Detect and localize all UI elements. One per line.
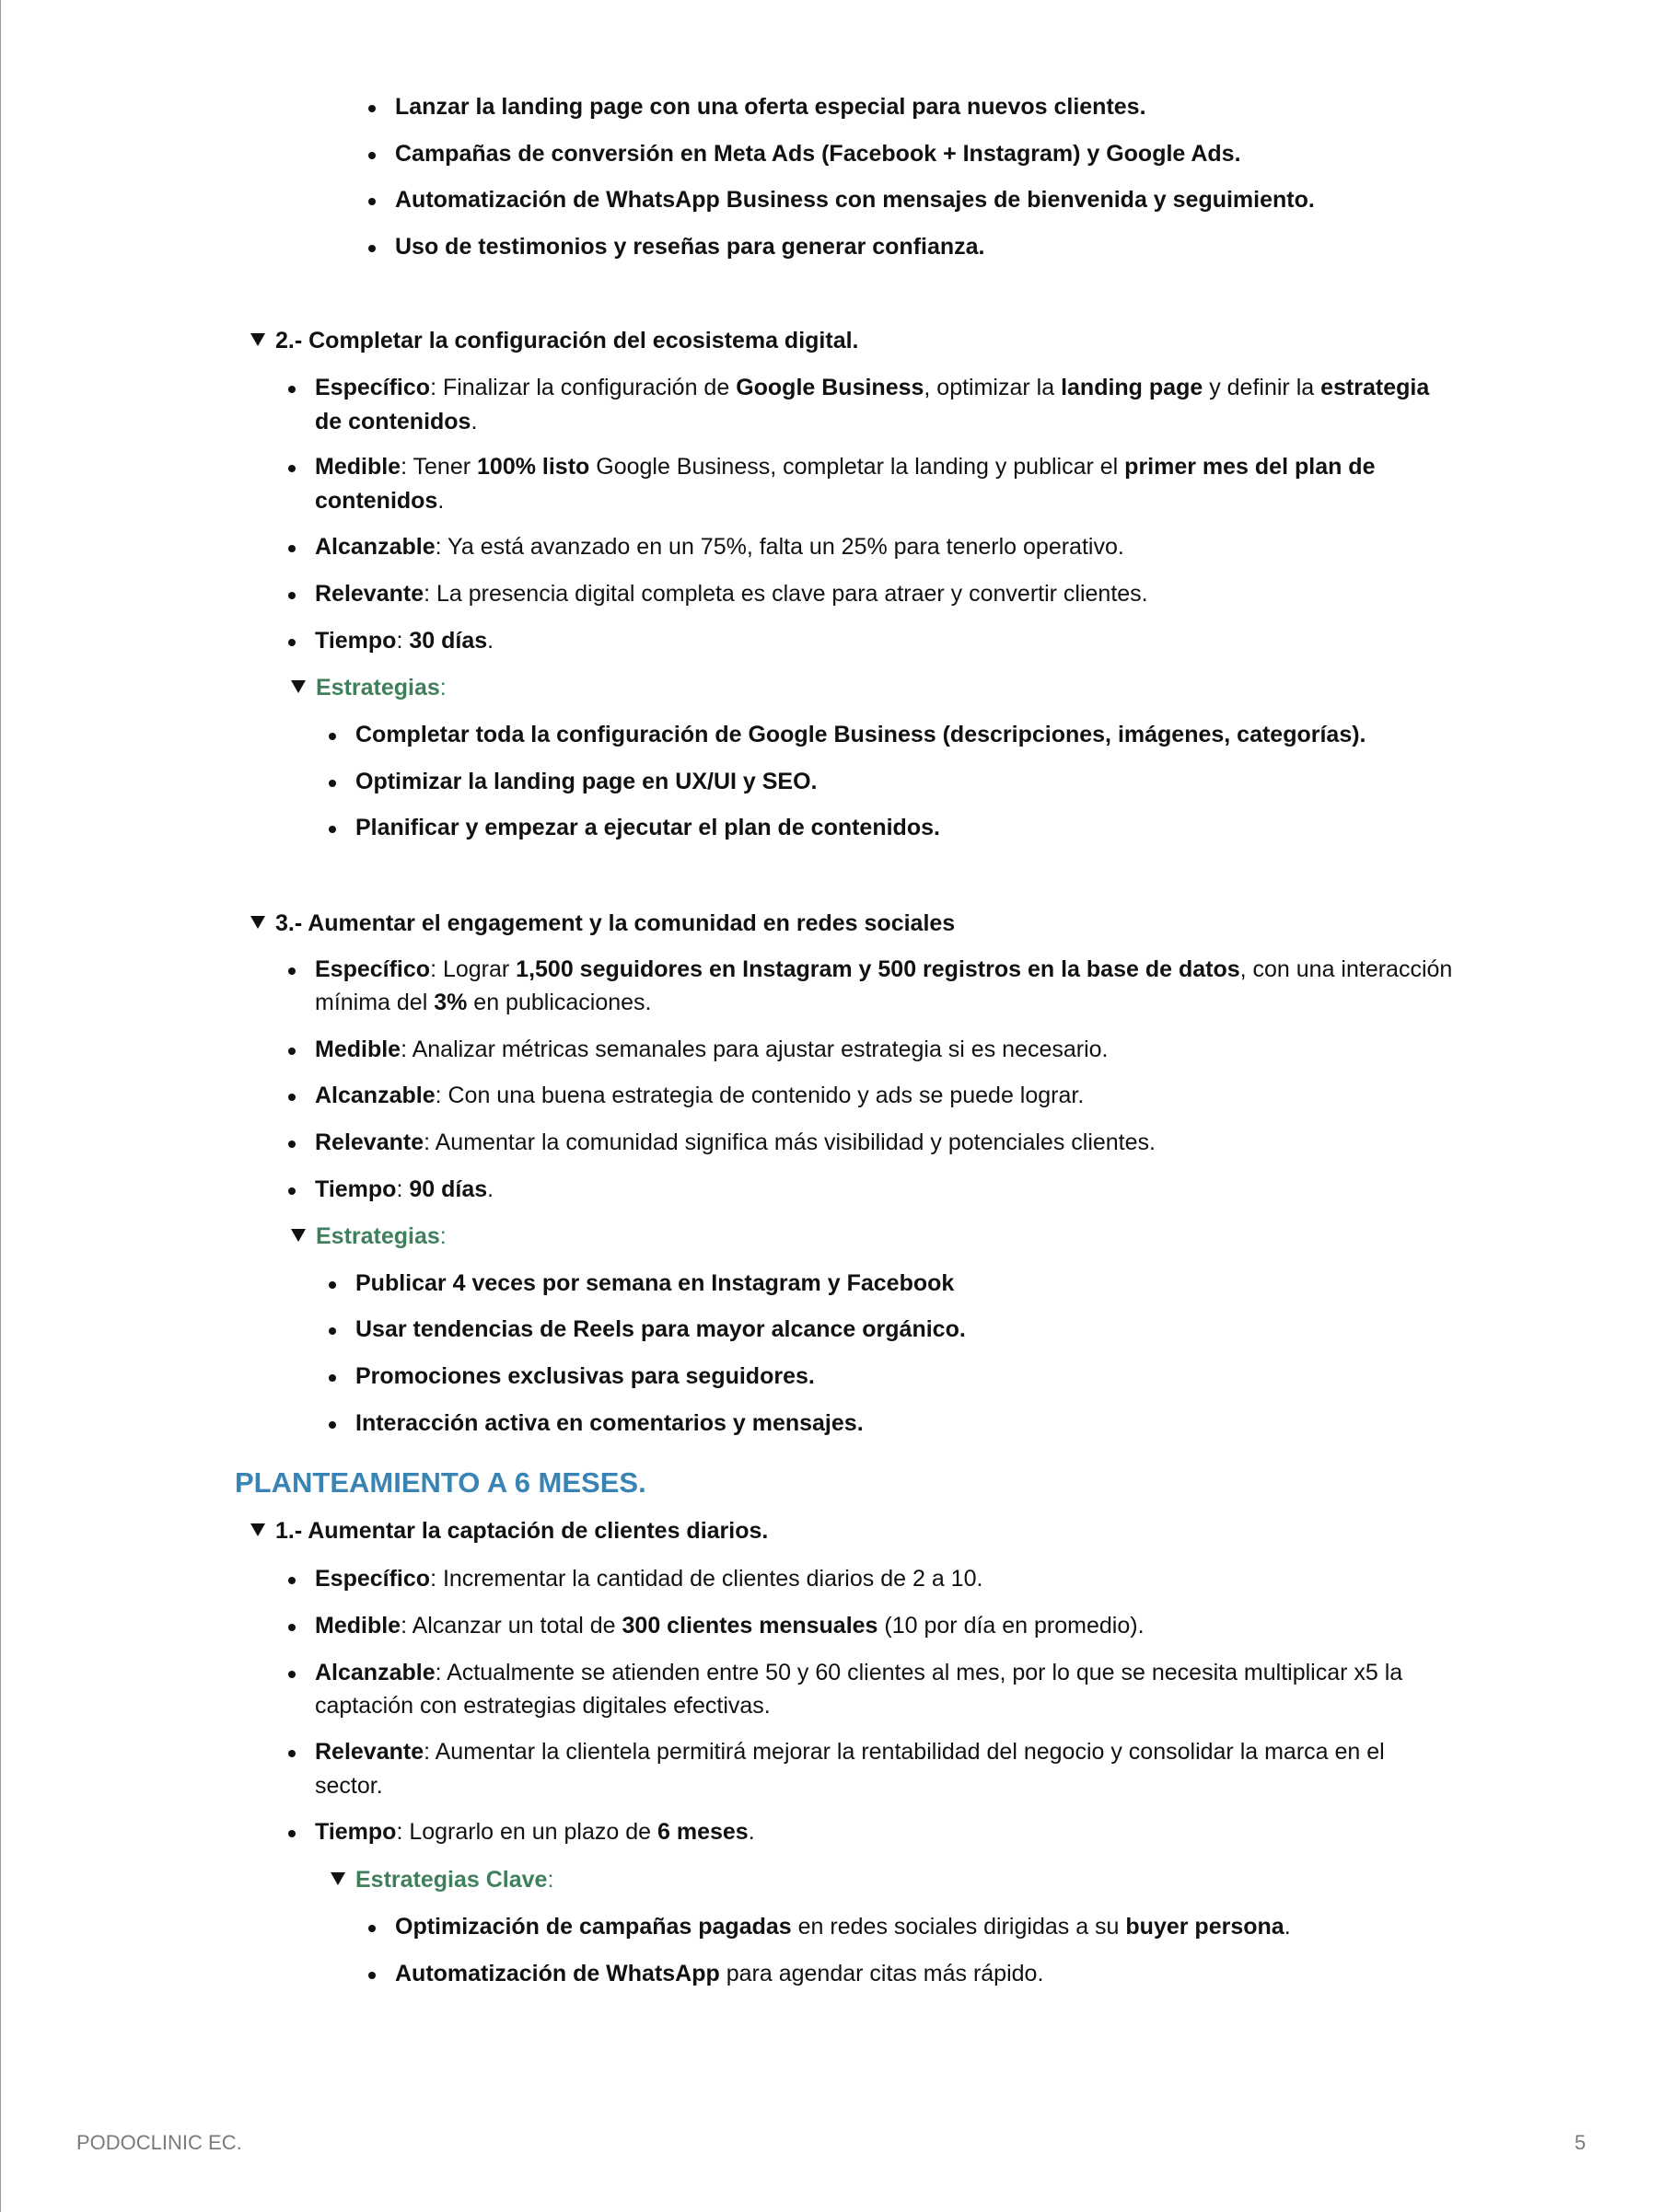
- time-item: Tiempo: Lograrlo en un plazo de 6 meses.: [315, 1815, 755, 1849]
- specific-item-cont: mínima del 3% en publicaciones.: [315, 990, 652, 1015]
- list-item: Usar tendencias de Reels para mayor alcance orgánico.: [355, 1313, 966, 1347]
- list-item: Promociones exclusivas para seguidores.: [355, 1360, 815, 1394]
- disclosure-triangle-icon: [250, 1523, 265, 1536]
- objective-2-title: 2.- Completar la configuración del ecosistema digital.: [275, 328, 859, 353]
- objective-1-title: 1.- Aumentar la captación de clientes diarios.: [275, 1518, 769, 1544]
- relevant-item: Relevante: Aumentar la comunidad significa más visibilidad y potenciales clientes.: [315, 1126, 1156, 1160]
- list-item: Publicar 4 veces por semana en Instagram y Facebook: [355, 1267, 954, 1301]
- objective-3-toggle[interactable]: [250, 907, 955, 941]
- key-strategies-label: Estrategias Clave: [355, 1867, 548, 1893]
- strategies-label: Estrategias: [316, 675, 440, 701]
- relevant-item: Relevante: Aumentar la clientela permitirá mejorar la rentabilidad del negocio y consolidar la marca en el: [315, 1735, 1385, 1769]
- achievable-item: Alcanzable: Con una buena estrategia de contenido y ads se puede lograr.: [315, 1079, 1084, 1113]
- section-heading: PLANTEAMIENTO A 6 MESES.: [235, 1466, 646, 1499]
- list-item: Automatización de WhatsApp Business con mensajes de bienvenida y seguimiento.: [395, 183, 1315, 217]
- specific-item: Específico: Incrementar la cantidad de clientes diarios de 2 a 10.: [315, 1562, 982, 1596]
- disclosure-triangle-icon: [250, 916, 265, 929]
- relevant-item: Relevante: La presencia digital completa es clave para atraer y convertir clientes.: [315, 577, 1148, 611]
- objective-2-toggle[interactable]: [250, 324, 858, 358]
- list-item: Optimizar la landing page en UX/UI y SEO.: [355, 765, 818, 799]
- footer-company: PODOCLINIC EC.: [76, 2131, 242, 2154]
- measurable-item-cont: contenidos.: [315, 488, 445, 514]
- list-item: Optimización de campañas pagadas en redes sociales dirigidas a su buyer persona.: [395, 1910, 1291, 1944]
- measurable-item: Medible: Alcanzar un total de 300 clientes mensuales (10 por día en promedio).: [315, 1609, 1145, 1643]
- specific-item-cont: de contenidos.: [315, 409, 478, 434]
- disclosure-triangle-icon: [291, 680, 306, 693]
- list-item: Automatización de WhatsApp para agendar citas más rápido.: [395, 1957, 1043, 1991]
- specific-item: Específico: Lograr 1,500 seguidores en Instagram y 500 registros en la base de datos, con una interacción: [315, 953, 1452, 987]
- list-item: Lanzar la landing page con una oferta especial para nuevos clientes.: [395, 90, 1146, 124]
- disclosure-triangle-icon: [331, 1872, 345, 1885]
- strategies-label: Estrategias: [316, 1223, 440, 1249]
- list-item: Interacción activa en comentarios y mensajes.: [355, 1407, 864, 1441]
- page-number: 5: [1575, 2131, 1586, 2154]
- strategies-toggle[interactable]: Estrategias:: [291, 1220, 447, 1254]
- time-item: Tiempo: 30 días.: [315, 624, 494, 658]
- key-strategies-toggle[interactable]: Estrategias Clave:: [331, 1863, 553, 1897]
- achievable-item-cont: captación con estrategias digitales efectivas.: [315, 1693, 771, 1719]
- list-item: Campañas de conversión en Meta Ads (Facebook + Instagram) y Google Ads.: [395, 137, 1241, 171]
- disclosure-triangle-icon: [291, 1229, 306, 1242]
- list-item: Uso de testimonios y reseñas para generar confianza.: [395, 230, 985, 264]
- measurable-item: Medible: Tener 100% listo Google Business, completar la landing y publicar el primer mes del plan de: [315, 450, 1376, 484]
- relevant-item-cont: sector.: [315, 1773, 383, 1799]
- achievable-item: Alcanzable: Actualmente se atienden entre 50 y 60 clientes al mes, por lo que se necesita multiplicar x5 la: [315, 1656, 1402, 1690]
- measurable-item: Medible: Analizar métricas semanales para ajustar estrategia si es necesario.: [315, 1033, 1109, 1067]
- achievable-item: Alcanzable: Ya está avanzado en un 75%, falta un 25% para tenerlo operativo.: [315, 530, 1124, 564]
- strategies-toggle[interactable]: Estrategias:: [291, 671, 447, 705]
- page-left-edge: [0, 0, 1, 2212]
- time-item: Tiempo: 90 días.: [315, 1173, 494, 1207]
- list-item: Planificar y empezar a ejecutar el plan de contenidos.: [355, 811, 940, 845]
- objective-1-toggle[interactable]: [250, 1514, 768, 1548]
- specific-item: Específico: Finalizar la configuración de Google Business, optimizar la landing page y definir la estrategia: [315, 371, 1429, 405]
- list-item: Completar toda la configuración de Google Business (descripciones, imágenes, categorías).: [355, 718, 1366, 752]
- objective-3-title: 3.- Aumentar el engagement y la comunidad en redes sociales: [275, 910, 956, 936]
- disclosure-triangle-icon: [250, 333, 265, 346]
